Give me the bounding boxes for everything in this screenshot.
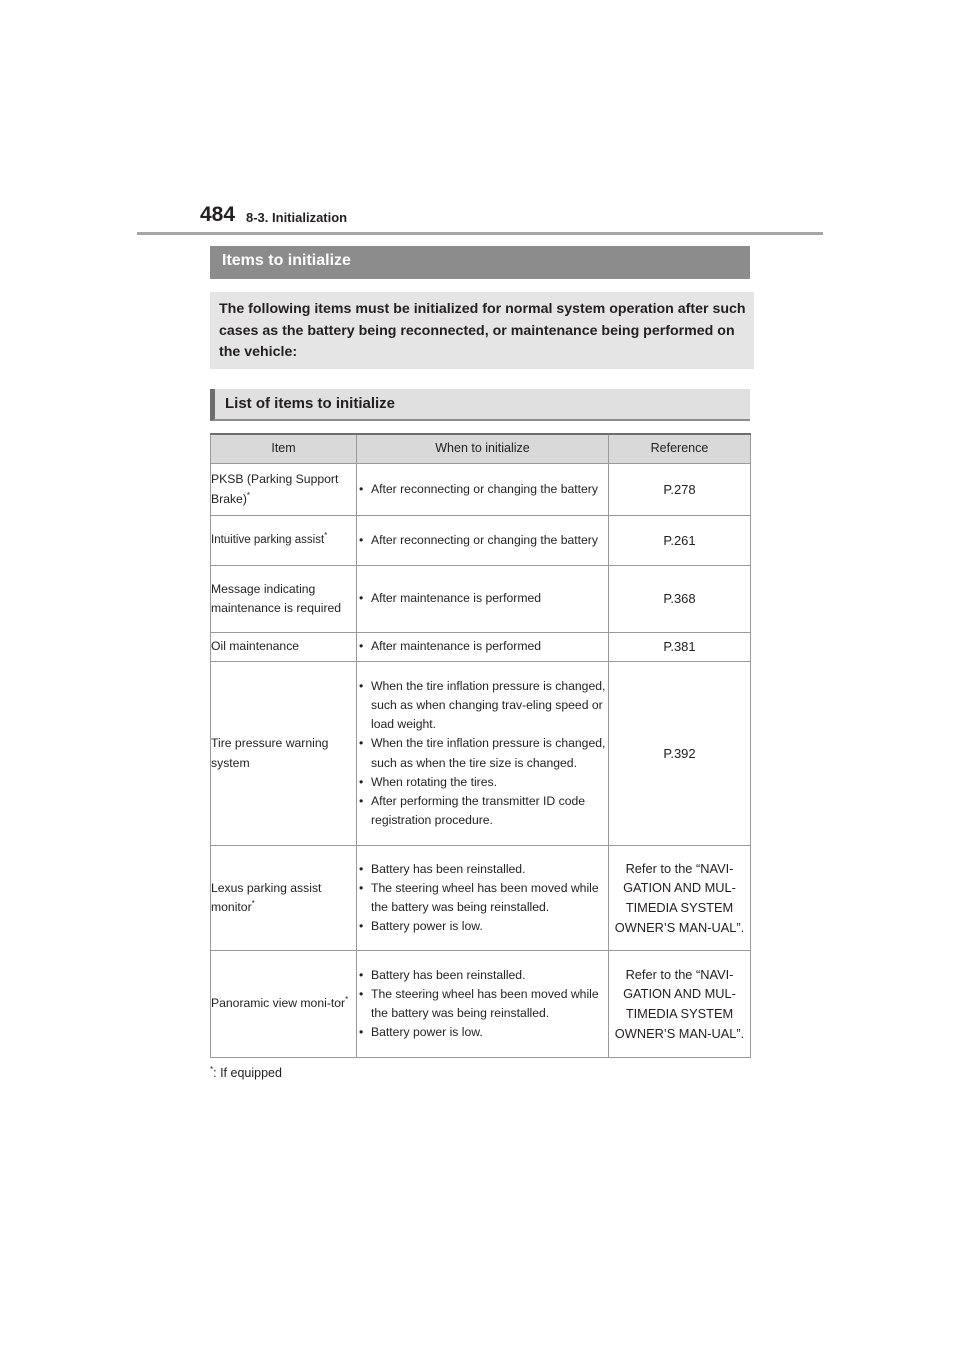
table-header-row <box>211 434 751 464</box>
initialize-items-table <box>210 433 751 1058</box>
footnote-mark: * <box>210 1064 214 1074</box>
column-header-when: When to initialize <box>357 434 609 464</box>
item-cell <box>211 951 357 1058</box>
reference-cell: Refer to the “NAVI-GATION AND MUL-TIMEDIA SYSTEM OWNER’S MAN-UAL”. <box>609 846 751 951</box>
table-row <box>211 464 751 516</box>
when-bullet: • Battery power is low. <box>357 1023 608 1042</box>
item-cell <box>211 516 357 566</box>
item-label: Message indicating maintenance is required <box>211 581 342 615</box>
item-label: Tire pressure warning system <box>211 736 329 770</box>
item-label: PKSB (Parking Support Brake) <box>211 472 339 506</box>
footnote-text: : If equipped <box>213 1066 282 1080</box>
item-label: Lexus parking assist monitor <box>211 880 322 914</box>
reference-cell: P.381 <box>609 633 751 662</box>
when-bullet: • After maintenance is performed <box>357 637 608 656</box>
table-row <box>211 951 751 1058</box>
when-cell <box>357 662 609 846</box>
when-bullet: • After maintenance is performed <box>357 589 608 608</box>
when-cell <box>357 846 609 951</box>
reference-cell: P.261 <box>609 516 751 566</box>
item-label: Oil maintenance <box>211 639 300 654</box>
when-bullet: • After reconnecting or changing the battery <box>357 531 608 550</box>
when-bullet: • The steering wheel has been moved while the battery was being reinstalled. <box>357 879 608 917</box>
reference-cell: P.278 <box>609 464 751 516</box>
list-heading: List of items to initialize <box>210 389 750 421</box>
item-cell <box>211 846 357 951</box>
intro-text: The following items must be initialized for normal system operation after such cases as the battery being reconnected, or maintenance being performed on the vehicle: <box>219 301 746 360</box>
table-row <box>211 662 751 846</box>
item-label: Panoramic view moni-tor <box>211 996 346 1011</box>
column-header-item: Item <box>211 434 357 464</box>
footnote-mark: * <box>324 531 328 541</box>
item-cell <box>211 662 357 846</box>
intro-text-box <box>210 292 754 369</box>
when-bullet: • Battery has been reinstalled. <box>357 966 608 985</box>
when-cell <box>357 951 609 1058</box>
when-bullet: • Battery has been reinstalled. <box>357 860 608 879</box>
reference-cell: P.392 <box>609 662 751 846</box>
when-cell <box>357 464 609 516</box>
items-to-initialize-banner: Items to initialize <box>210 246 750 279</box>
column-header-reference: Reference <box>609 434 751 464</box>
when-bullet: • When the tire inflation pressure is changed, such as when changing trav-eling speed or load weight. <box>357 677 608 735</box>
when-bullet: • Battery power is low. <box>357 917 608 936</box>
reference-cell: Refer to the “NAVI-GATION AND MUL-TIMEDIA SYSTEM OWNER’S MAN-UAL”. <box>609 951 751 1058</box>
table-row <box>211 566 751 633</box>
footnote <box>210 1066 282 1080</box>
reference-cell: P.368 <box>609 566 751 633</box>
item-cell <box>211 464 357 516</box>
item-label: Intuitive parking assist <box>211 533 325 546</box>
table-row <box>211 516 751 566</box>
footnote-mark: * <box>345 995 349 1005</box>
item-cell <box>211 566 357 633</box>
page-number: 484 <box>200 203 236 226</box>
when-bullet: • When the tire inflation pressure is changed, such as when the tire size is changed. <box>357 734 608 772</box>
when-bullet: • After performing the transmitter ID code registration procedure. <box>357 792 608 830</box>
table-row <box>211 633 751 662</box>
when-cell <box>357 516 609 566</box>
footnote-mark: * <box>251 898 255 908</box>
item-cell <box>211 633 357 662</box>
when-bullet: • When rotating the tires. <box>357 773 608 792</box>
when-cell <box>357 566 609 633</box>
footnote-mark: * <box>246 490 251 500</box>
when-bullet: • After reconnecting or changing the battery <box>357 480 608 499</box>
when-cell <box>357 633 609 662</box>
section-title: 8-3. Initialization <box>246 210 348 225</box>
table-row <box>211 846 751 951</box>
header-divider <box>137 232 823 235</box>
when-bullet: • The steering wheel has been moved while the battery was being reinstalled. <box>357 985 608 1023</box>
